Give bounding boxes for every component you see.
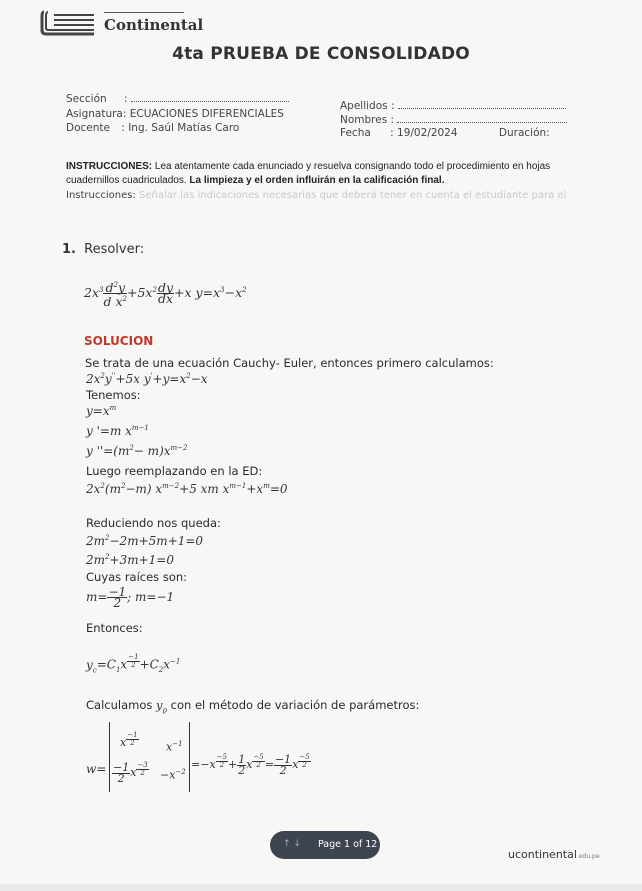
instructions [66, 160, 566, 188]
calculamos-post: con el método de variación de parámetros: [167, 698, 420, 712]
instructions-text: Lea atentamente cada enunciado y resuelva consignando todo el procedimiento en hojas cuadernillos cuadriculados. [66, 161, 551, 186]
wronskian-a12: $x^{-1}$ [166, 740, 183, 754]
raices-label: Cuyas raíces son: [86, 570, 188, 584]
characteristic-eq-1: $2m^2-2m+5m+1=0$ [86, 534, 204, 548]
nombres-field [397, 113, 567, 123]
ode-equation: $2x^3$ $\frac{d^2y}{d x^2}$ $+5x^2$ $\frac{dy}{dx}$ +x $y=x^3-x^2$ [84, 280, 247, 310]
nombres-label: Nombres : [340, 114, 395, 126]
duracion-label: Duración: [498, 127, 550, 139]
page-bottom-edge [0, 884, 642, 891]
docente-row [66, 122, 239, 134]
wronskian-a21: $\frac{-1}{2}$ x $^{\frac{-3}{2}}$ [113, 760, 148, 785]
nombres-row [340, 113, 567, 126]
entonces-label: Entonces: [86, 621, 143, 635]
instructions2-label: Instrucciones: [66, 190, 136, 201]
instructions-label: INSTRUCCIONES: [66, 161, 153, 172]
instructions-bold: La limpieza y el orden influirán en la calificación final. [189, 175, 445, 186]
instructions-secondary [66, 190, 566, 201]
roots-equation: m= $\frac{-1}{2}$ ; m=−1 [86, 585, 175, 610]
instructions2-text: Señalar las indicaciones necesarias que deberá tener en cuenta el estudiante para el [135, 190, 567, 201]
reduciendo-label: Reduciendo nos queda: [86, 516, 221, 530]
asignatura-row [66, 108, 284, 120]
seccion-row: Sección : [66, 92, 289, 105]
trial-solution: $y=x^m$ [86, 404, 117, 418]
apellidos-label: Apellidos : [340, 100, 395, 112]
first-derivative: y '=m $x^{m-1}$ [86, 424, 149, 438]
characteristic-eq-2: $2m^2+3m+1=0$ [86, 553, 174, 567]
apellidos-row [340, 99, 566, 112]
asignatura-label: Asignatura: [66, 108, 127, 120]
calculamos-row [86, 698, 419, 714]
calculamos-pre: Calculamos [86, 698, 157, 712]
docente-value: : Ing. Saúl Matías Caro [121, 122, 240, 134]
page-indicator: Page 1 of 12 [318, 839, 378, 850]
reduced-equation: $2x^2y''+5x$ $y'+y=x^2-x$ [86, 372, 208, 386]
wronskian-result: =−x $^{\frac{-5}{2}}$ + $\frac{1}{2}$ x $^{\frac{-5}{2}}$ = $\frac{-1}{2}$ x $^{\frac{-5}{2}}$ [191, 752, 310, 777]
asignatura-value: ECUACIONES DIFERENCIALES [129, 108, 284, 120]
wronskian-a11: x $^{\frac{-1}{2}}$ [120, 731, 138, 750]
fecha-label: Fecha [340, 127, 371, 139]
tenemos-label: Tenemos: [86, 388, 141, 402]
wronskian-a22: $-x^{-2}$ [160, 768, 186, 782]
yp-symbol: $y_p$ [156, 698, 167, 715]
seccion-field [131, 92, 289, 102]
apellidos-field [398, 99, 566, 109]
brand-name: Continental [104, 16, 204, 34]
fecha-row [340, 127, 550, 139]
solution-intro: Se trata de una ecuación Cauchy- Euler, entonces primero calculamos: [85, 356, 494, 370]
substituted-equation: $2x^2(m^2-m)$ $x^{m-2}+5$ xm $x^{m-1}+x^m=0$ [86, 482, 288, 496]
continental-logo-icon [40, 10, 96, 36]
footer-brand-domain: .edu.pe [576, 853, 600, 860]
footer-brand [508, 848, 600, 861]
determinant-right-bar [189, 722, 190, 792]
solution-title: SOLUCION [84, 334, 154, 348]
fecha-value: : 19/02/2024 [390, 127, 458, 139]
complementary-solution: $y_c=C_1x$ $^{\frac{-1}{2}}$ $+C_2x^{-1}$ [86, 653, 181, 674]
logo-rule [104, 12, 184, 13]
determinant-left-bar [109, 722, 110, 792]
wronskian-label: w= [86, 762, 107, 776]
page-title: 4ta PRUEBA DE CONSOLIDADO [172, 44, 470, 64]
problem-label: Resolver: [84, 242, 145, 257]
footer-brand-name: ucontinental [508, 848, 577, 861]
page-arrows-icon[interactable]: ↑ ↓ [283, 839, 301, 849]
problem-heading [62, 242, 144, 257]
second-derivative: y ''$=(m^2- m)x^{m-2}$ [86, 444, 188, 458]
page-navigator[interactable] [270, 831, 380, 859]
problem-number: 1. [62, 242, 76, 257]
docente-label: Docente [66, 122, 110, 134]
luego-label: Luego reemplazando en la ED: [86, 464, 263, 478]
seccion-label: Sección [66, 93, 107, 105]
